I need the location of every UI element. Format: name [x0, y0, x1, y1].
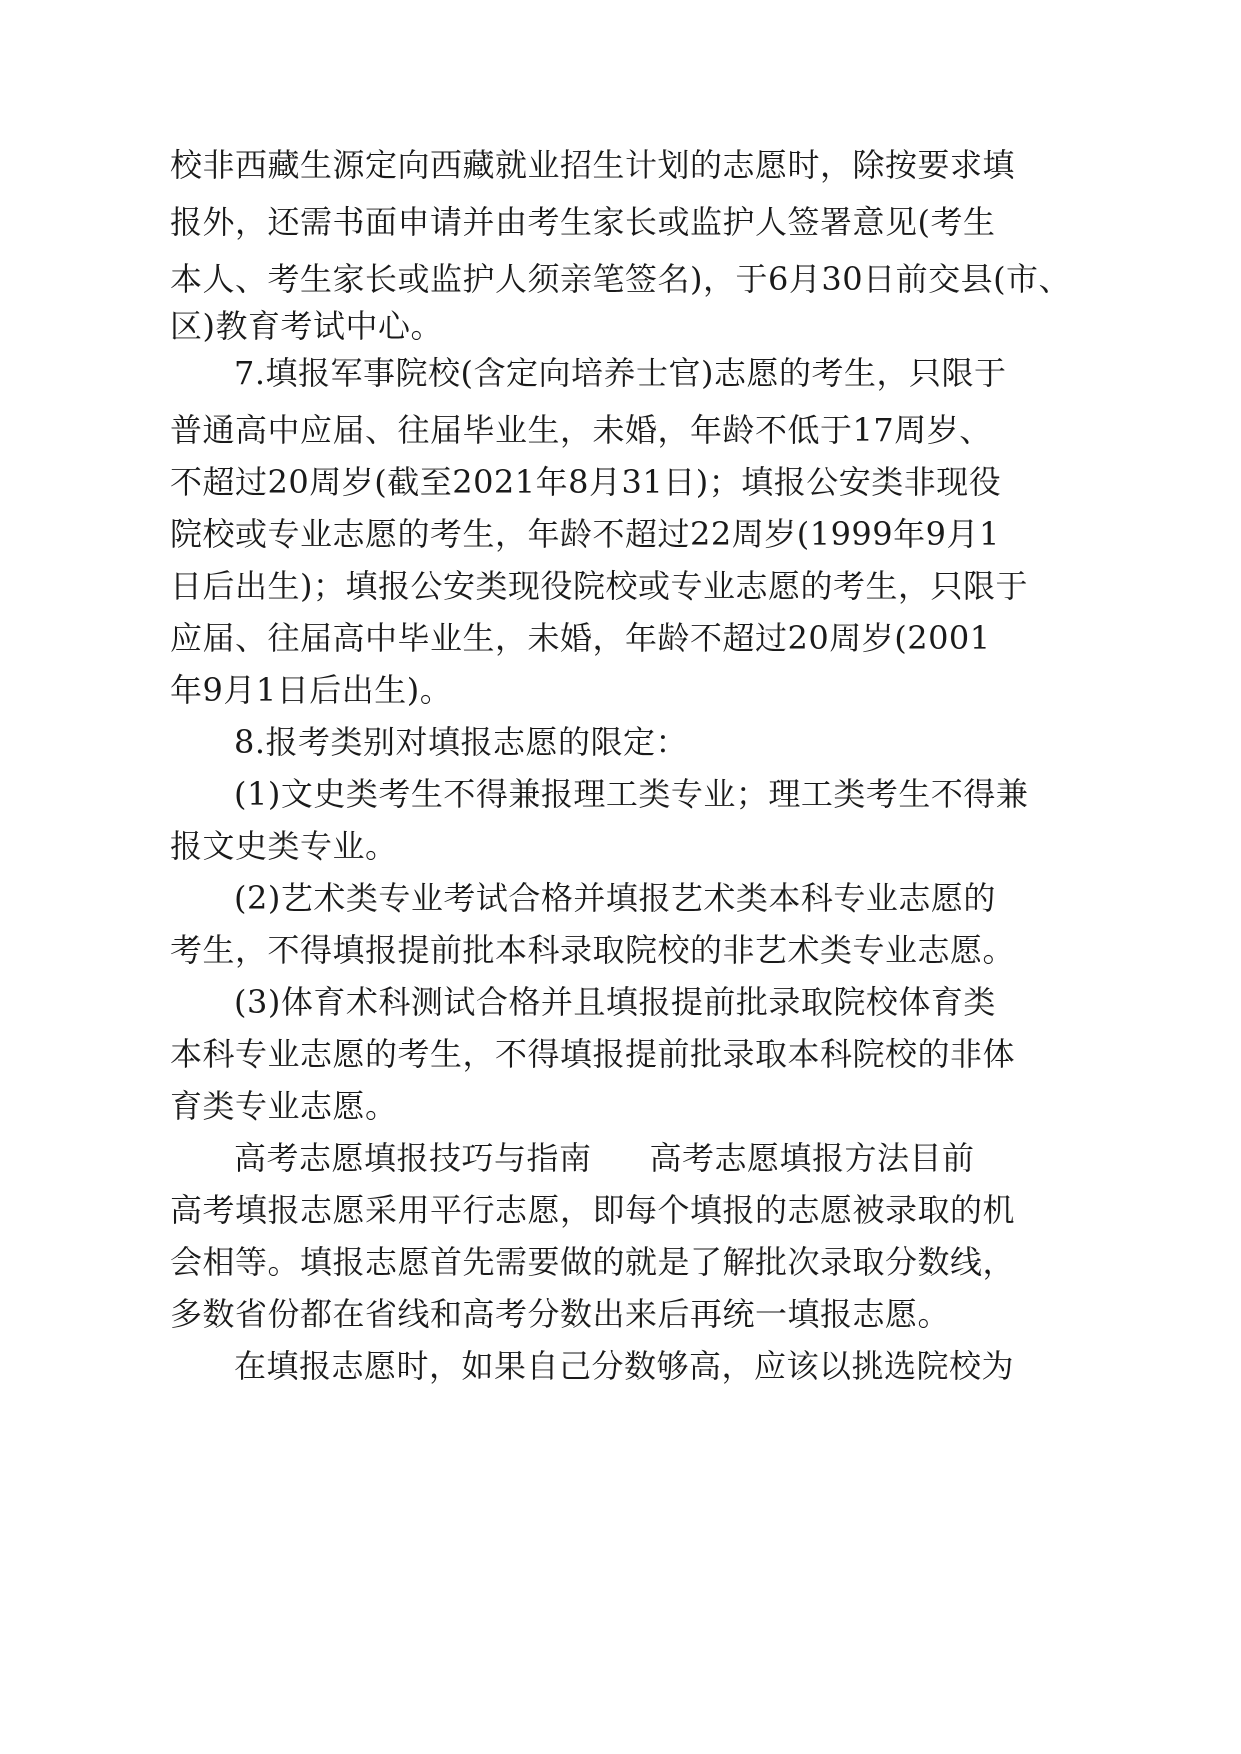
body-line: 校非西藏生源定向西藏就业招生计划的志愿时，除按要求填 — [170, 146, 1016, 184]
body-line: 本科专业志愿的考生，不得填报提前批录取本科院校的非体 — [170, 1035, 1016, 1073]
body-line: 年9月1日后出生)。 — [170, 671, 453, 709]
body-line: 院校或专业志愿的考生，年龄不超过22周岁(1999年9月1 — [170, 515, 1000, 553]
body-line: 区)教育考试中心。 — [170, 307, 443, 345]
body-line: 会相等。填报志愿首先需要做的就是了解批次录取分数线， — [170, 1243, 1016, 1281]
body-line: 育类专业志愿。 — [170, 1087, 398, 1125]
guide-subtitle: 高考志愿填报方法目前 — [649, 1139, 975, 1177]
guide-title: 高考志愿填报技巧与指南 — [234, 1139, 592, 1177]
body-line: 高考填报志愿采用平行志愿，即每个填报的志愿被录取的机 — [170, 1191, 1016, 1229]
body-line: 报外，还需书面申请并由考生家长或监护人签署意见(考生 — [170, 203, 996, 241]
body-line: 多数省份都在省线和高考分数出来后再统一填报志愿。 — [170, 1295, 951, 1333]
body-line: 日后出生)；填报公安类现役院校或专业志愿的考生，只限于 — [170, 567, 1028, 605]
body-line: 考生，不得填报提前批本科录取院校的非艺术类专业志愿。 — [170, 931, 1016, 969]
paragraph-start-line: 在填报志愿时，如果自己分数够高，应该以挑选院校为 — [234, 1347, 1015, 1385]
sub-item-1-line: (1)文史类考生不得兼报理工类专业；理工类考生不得兼 — [234, 775, 1029, 813]
sub-item-3-line: (3)体育术科测试合格并且填报提前批录取院校体育类 — [234, 983, 996, 1021]
list-item-7-line: 7.填报军事院校(含定向培养士官)志愿的考生，只限于 — [234, 354, 1007, 392]
body-line: 本人、考生家长或监护人须亲笔签名)，于6月30日前交县(市、 — [170, 260, 1072, 298]
body-line: 普通高中应届、往届毕业生，未婚，年龄不低于17周岁、 — [170, 411, 992, 449]
sub-item-2-line: (2)艺术类专业考试合格并填报艺术类本科专业志愿的 — [234, 879, 996, 917]
body-line: 应届、往届高中毕业生，未婚，年龄不超过20周岁(2001 — [170, 619, 991, 657]
body-line: 报文史类专业。 — [170, 827, 398, 865]
list-item-8-line: 8.报考类别对填报志愿的限定： — [234, 723, 689, 761]
guide-heading-line — [234, 1138, 975, 1178]
body-line: 不超过20周岁(截至2021年8月31日)；填报公安类非现役 — [170, 463, 1002, 501]
